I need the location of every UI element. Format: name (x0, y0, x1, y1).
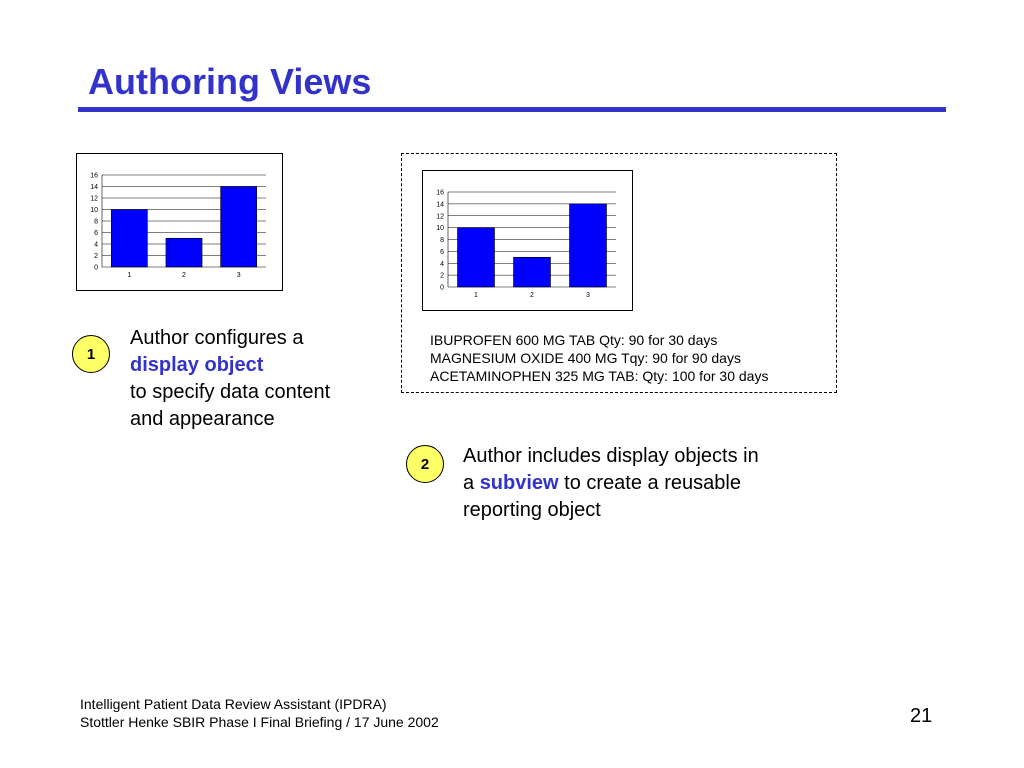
step-1-line: Author configures a (130, 327, 304, 349)
y-tick-label: 14 (90, 184, 98, 191)
y-tick-label: 12 (436, 213, 444, 221)
medication-item: ACETAMINOPHEN 325 MG TAB: Qty: 100 for 30 days (430, 368, 769, 384)
y-tick-label: 6 (94, 230, 98, 237)
y-tick-label: 6 (440, 248, 444, 256)
bar (111, 210, 147, 268)
display-object-highlight: display object (130, 354, 264, 376)
y-tick-label: 12 (90, 195, 98, 203)
x-tick-label: 2 (530, 292, 534, 299)
display-object-chart (76, 153, 283, 291)
y-tick-label: 8 (94, 218, 98, 226)
y-tick-label: 2 (94, 253, 98, 260)
bar (570, 204, 607, 287)
bar (166, 238, 202, 267)
y-tick-label: 8 (440, 237, 444, 244)
y-tick-label: 16 (436, 189, 444, 197)
footer-line-1: Intelligent Patient Data Review Assistant (IPDRA) (80, 696, 387, 712)
footer (80, 695, 439, 731)
medication-item: MAGNESIUM OXIDE 400 MG Tqy: 90 for 90 days (430, 350, 741, 366)
x-tick-label: 3 (586, 292, 590, 299)
slide-title: Authoring Views (88, 61, 372, 102)
x-tick-label: 3 (236, 272, 241, 279)
bar (221, 187, 257, 268)
page-number: 21 (910, 705, 933, 727)
step-2-prefix: a (463, 472, 480, 494)
y-tick-label: 14 (436, 201, 444, 209)
step-2-description (463, 443, 759, 524)
y-tick-label: 10 (90, 207, 98, 214)
y-tick-label: 2 (440, 272, 444, 280)
step-1-line: and appearance (130, 408, 275, 430)
step-2-line: Author includes display objects in (463, 445, 759, 467)
y-tick-label: 10 (436, 225, 444, 233)
y-tick-label: 4 (440, 260, 444, 268)
y-tick-label: 0 (94, 264, 98, 272)
subview-chart-svg (423, 171, 632, 310)
subview-medication-list (430, 331, 768, 385)
medication-item: IBUPROFEN 600 MG TAB Qty: 90 for 30 days (430, 332, 718, 348)
x-tick-label: 1 (127, 272, 132, 279)
x-tick-label: 2 (182, 272, 186, 279)
bar (458, 228, 495, 287)
subview-chart (422, 170, 633, 311)
display-object-chart-svg (77, 154, 282, 290)
step-1-line: to specify data content (130, 381, 331, 403)
y-tick-label: 0 (440, 284, 444, 292)
step-2-suffix: to create a reusable (558, 472, 741, 494)
y-tick-label: 16 (90, 172, 98, 180)
step-2-line (463, 470, 759, 497)
footer-line-2: Stottler Henke SBIR Phase I Final Briefing / 17 June 2002 (80, 714, 439, 730)
step-1-badge: 1 (72, 335, 110, 373)
step-2-badge: 2 (406, 445, 444, 483)
x-tick-label: 1 (474, 292, 478, 299)
step-1-description (130, 325, 330, 433)
step-2-line: reporting object (463, 499, 601, 521)
title-underline (78, 107, 946, 112)
y-tick-label: 4 (94, 241, 98, 249)
subview-highlight: subview (479, 472, 559, 494)
bar (514, 257, 551, 287)
